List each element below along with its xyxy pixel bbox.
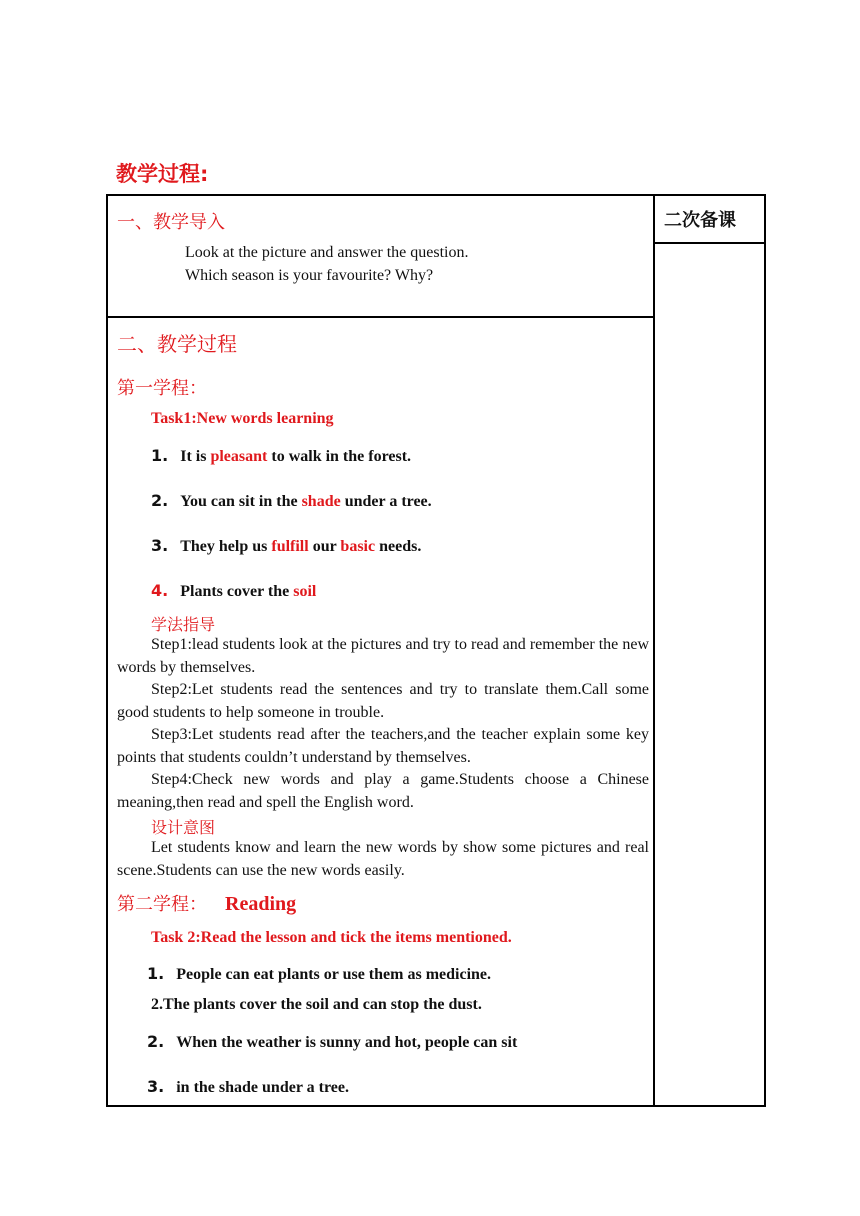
notes-header-divider bbox=[654, 242, 764, 244]
task2-title: Task 2:Read the lesson and tick the items mentioned. bbox=[151, 929, 512, 946]
study-guide-label: 学法指导 bbox=[151, 615, 216, 634]
vocab-item-2 bbox=[151, 491, 432, 511]
design-paragraph: Let students know and learn the new words by show some pictures and real scene.Students can use the new words easily. bbox=[117, 839, 649, 879]
lesson-table bbox=[106, 194, 766, 1107]
item-text: You can sit in the bbox=[180, 493, 302, 510]
reading-item-4 bbox=[147, 1077, 349, 1097]
column-divider bbox=[653, 196, 655, 1105]
reading-item-2 bbox=[151, 996, 482, 1014]
process-title: 二、教学过程 bbox=[117, 332, 237, 356]
step-paragraph: Step4:Check new words and play a game.Students choose a Chinese meaning,then read and spell the English word. bbox=[117, 771, 649, 811]
item-number: 2. bbox=[151, 491, 169, 510]
design-intent-label: 设计意图 bbox=[151, 818, 216, 837]
keyword: basic bbox=[340, 538, 376, 555]
vocab-item-1 bbox=[151, 446, 411, 466]
item-text: People can eat plants or use them as medicine. bbox=[176, 966, 492, 983]
reading-item-1 bbox=[147, 964, 491, 984]
page-heading: 教学过程: bbox=[116, 162, 209, 186]
intro-line-1: Look at the picture and answer the question. bbox=[185, 244, 469, 261]
stage2-heading bbox=[117, 890, 296, 916]
item-number: 2. bbox=[147, 1032, 165, 1051]
item-number: 1. bbox=[151, 446, 169, 465]
item-text: needs. bbox=[375, 538, 422, 555]
item-text: under a tree. bbox=[340, 493, 432, 510]
stage1-title: 第一学程： bbox=[117, 378, 207, 399]
reading-item-3 bbox=[147, 1032, 517, 1052]
step-paragraph: Step1:lead students look at the pictures and try to read and remember the new words by themselves. bbox=[117, 636, 649, 676]
row-divider bbox=[108, 316, 654, 318]
task1-title: Task1:New words learning bbox=[151, 410, 334, 427]
steps-block bbox=[117, 634, 649, 814]
stage2-title: 第二学程： bbox=[117, 894, 207, 915]
intro-title: 一、教学导入 bbox=[117, 212, 225, 233]
keyword: fulfill bbox=[271, 538, 309, 555]
item-text: It is bbox=[180, 448, 211, 465]
keyword: pleasant bbox=[210, 448, 268, 465]
item-number: 1. bbox=[147, 964, 165, 983]
keyword: soil bbox=[293, 583, 317, 600]
vocab-item-3 bbox=[151, 536, 421, 556]
item-text: When the weather is sunny and hot, people can sit bbox=[176, 1034, 518, 1051]
item-text: They help us bbox=[180, 538, 272, 555]
item-number: 3. bbox=[151, 536, 169, 555]
second-prep-header: 二次备课 bbox=[664, 210, 736, 231]
intro-line-2: Which season is your favourite? Why? bbox=[185, 267, 434, 284]
step-paragraph: Step2:Let students read the sentences and try to translate them.Call some good students to help someone in trouble. bbox=[117, 681, 649, 721]
item-text: our bbox=[308, 538, 341, 555]
item-text: to walk in the forest. bbox=[267, 448, 412, 465]
item-text: Plants cover the bbox=[180, 583, 294, 600]
step-paragraph: Step3:Let students read after the teachers,and the teacher explain some key points that students couldn’t understand by themselves. bbox=[117, 726, 649, 766]
design-block bbox=[117, 837, 649, 882]
item-text: 2.The plants cover the soil and can stop the dust. bbox=[151, 996, 482, 1013]
vocab-item-4 bbox=[151, 581, 316, 601]
keyword: shade bbox=[301, 493, 341, 510]
item-number: 3. bbox=[147, 1077, 165, 1096]
item-text: in the shade under a tree. bbox=[176, 1079, 349, 1096]
stage2-title-en: Reading bbox=[225, 893, 297, 915]
item-number: 4. bbox=[151, 581, 169, 600]
